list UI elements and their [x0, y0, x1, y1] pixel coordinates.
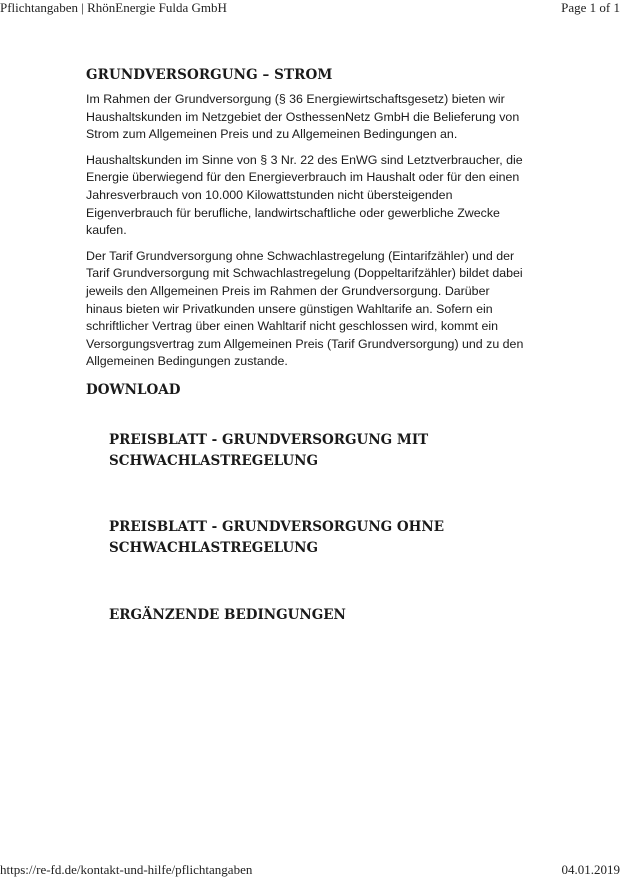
download-link-ergaenzende-bedingungen[interactable]: ERGÄNZENDE BEDINGUNGEN [109, 605, 469, 626]
print-header-title: Pflichtangaben | RhönEnergie Fulda GmbH [0, 0, 227, 16]
print-footer-url: https://re-fd.de/kontakt-und-hilfe/pflichtangaben [0, 862, 252, 878]
paragraph-tarif: Der Tarif Grundversorgung ohne Schwachlastregelung (Eintarifzähler) und der Tarif Grundversorgung mit Schwachlastregelung (Doppeltarifzähler) bildet dabei jeweils den Allgemeinen Preis im Rahmen der Grundversorgung. Darüber hinaus bieten wir Privatkunden unsere günstigen Wahltarife an. Sofern ein schriftlicher Vertrag über einen Wahltarif nicht geschlossen wird, kommt ein Versorgungsvertrag zum Allgemeinen Preis (Tarif Grundversorgung) und zu den Allgemeinen Bedingungen zustande. [86, 248, 526, 371]
print-header-page-number: Page 1 of 1 [561, 0, 620, 16]
download-heading: DOWNLOAD [86, 381, 526, 399]
section-heading: GRUNDVERSORGUNG – STROM [86, 66, 526, 84]
download-link-preisblatt-mit-schwachlast[interactable]: PREISBLATT - GRUNDVERSORGUNG MIT SCHWACHLASTREGELUNG [109, 430, 469, 472]
paragraph-grundversorgung: Im Rahmen der Grundversorgung (§ 36 Energiewirtschaftsgesetz) bieten wir Haushaltskunden im Netzgebiet der OsthessenNetz GmbH die Belieferung von Strom zum Allgemeinen Preis und zu Allgemeinen Bedingungen an. [86, 91, 526, 144]
main-content [86, 66, 526, 399]
print-header [0, 0, 620, 18]
print-footer [0, 862, 620, 878]
print-footer-date: 04.01.2019 [562, 862, 620, 878]
paragraph-haushaltskunden: Haushaltskunden im Sinne von § 3 Nr. 22 des EnWG sind Letztverbraucher, die Energie überwiegend für den Energieverbrauch im Haushalt oder für den einen Jahresverbrauch von 10.000 Kilowattstunden nicht übersteigenden Eigenverbrauch für berufliche, landwirtschaftliche oder gewerbliche Zwecke kaufen. [86, 152, 526, 240]
download-link-preisblatt-ohne-schwachlast[interactable]: PREISBLATT - GRUNDVERSORGUNG OHNE SCHWACHLASTREGELUNG [109, 517, 469, 559]
